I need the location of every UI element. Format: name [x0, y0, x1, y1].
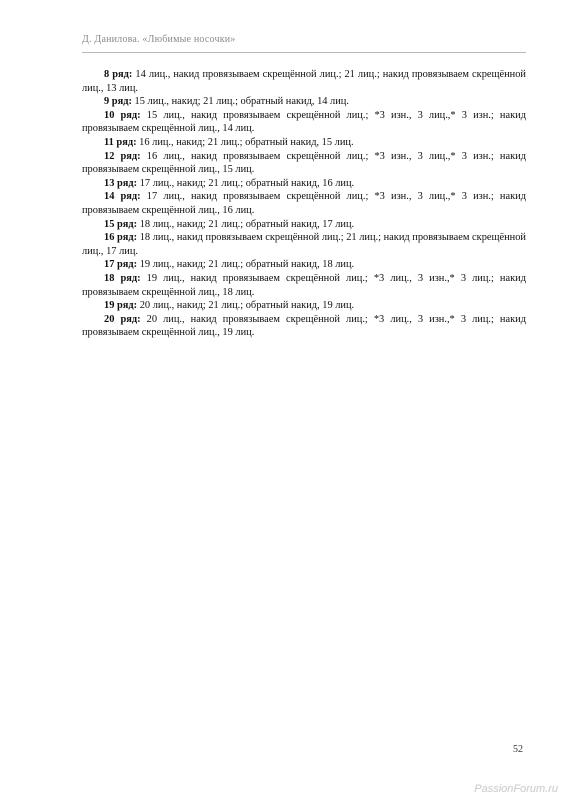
row-text: 15 лиц., накид; 21 лиц.; обратный накид, 14 лиц.	[134, 96, 349, 108]
running-header: Д. Данилова. «Любимые носочки»	[82, 34, 236, 45]
pattern-row	[82, 218, 526, 232]
row-text: 15 лиц., накид провязываем скрещённой лиц.; *3 изн., 3 лиц.,* 3 изн.; накид провязываем скрещённой лиц., 14 лиц.	[82, 109, 526, 135]
row-label: 17 ряд:	[104, 259, 138, 271]
row-label: 20 ряд:	[104, 313, 141, 325]
pattern-instructions	[82, 68, 526, 340]
watermark: PassionForum.ru	[474, 783, 558, 795]
pattern-row	[82, 299, 526, 313]
row-text: 17 лиц., накид; 21 лиц.; обратный накид, 16 лиц.	[139, 177, 355, 189]
row-text: 20 лиц., накид провязываем скрещённой лиц.; *3 лиц., 3 изн.,* 3 лиц.; накид провязываем скрещённой лиц., 19 лиц.	[82, 313, 526, 339]
row-label: 10 ряд:	[104, 109, 141, 121]
page-number: 52	[513, 744, 523, 755]
pattern-row	[82, 150, 526, 177]
row-label: 19 ряд:	[104, 300, 138, 312]
row-text: 14 лиц., накид провязываем скрещённой лиц.; 21 лиц.; накид провязываем скрещённой лиц., 13 лиц.	[82, 69, 526, 94]
row-label: 12 ряд:	[104, 150, 141, 162]
row-text: 20 лиц., накид; 21 лиц.; обратный накид, 19 лиц.	[139, 300, 355, 312]
pattern-row	[82, 258, 526, 272]
row-text: 16 лиц., накид; 21 лиц.; обратный накид, 15 лиц.	[139, 136, 354, 148]
row-label: 14 ряд:	[104, 191, 141, 203]
row-text: 19 лиц., накид; 21 лиц.; обратный накид, 18 лиц.	[139, 259, 355, 271]
pattern-row	[82, 95, 526, 109]
row-label: 8 ряд:	[104, 69, 133, 80]
row-text: 16 лиц., накид провязываем скрещённой лиц.; *3 изн., 3 лиц.,* 3 изн.; накид провязываем скрещённой лиц., 15 лиц.	[82, 150, 526, 176]
row-text: 17 лиц., накид провязываем скрещённой лиц.; *3 изн., 3 лиц.,* 3 изн.; накид провязываем скрещённой лиц., 16 лиц.	[82, 191, 526, 216]
row-label: 13 ряд:	[104, 177, 138, 189]
row-text: 19 лиц., накид провязываем скрещённой лиц.; *3 лиц., 3 изн.,* 3 лиц.; накид провязываем скрещённой лиц., 18 лиц.	[82, 272, 526, 298]
row-label: 9 ряд:	[104, 96, 132, 108]
row-label: 16 ряд:	[104, 232, 138, 244]
pattern-row	[82, 177, 526, 191]
pattern-row	[82, 231, 526, 258]
pattern-row	[82, 136, 526, 150]
pattern-row	[82, 68, 526, 95]
row-label: 18 ряд:	[104, 272, 141, 284]
pattern-row	[82, 190, 526, 217]
pattern-row	[82, 272, 526, 299]
pattern-row	[82, 313, 526, 340]
row-label: 15 ряд:	[104, 218, 138, 230]
page-header	[82, 29, 526, 53]
row-text: 18 лиц., накид; 21 лиц.; обратный накид, 17 лиц.	[139, 218, 355, 230]
row-label: 11 ряд:	[104, 136, 137, 148]
row-text: 18 лиц., накид провязываем скрещённой лиц.; 21 лиц.; накид провязываем скрещённой лиц., 17 лиц.	[82, 232, 526, 257]
pattern-row	[82, 109, 526, 136]
